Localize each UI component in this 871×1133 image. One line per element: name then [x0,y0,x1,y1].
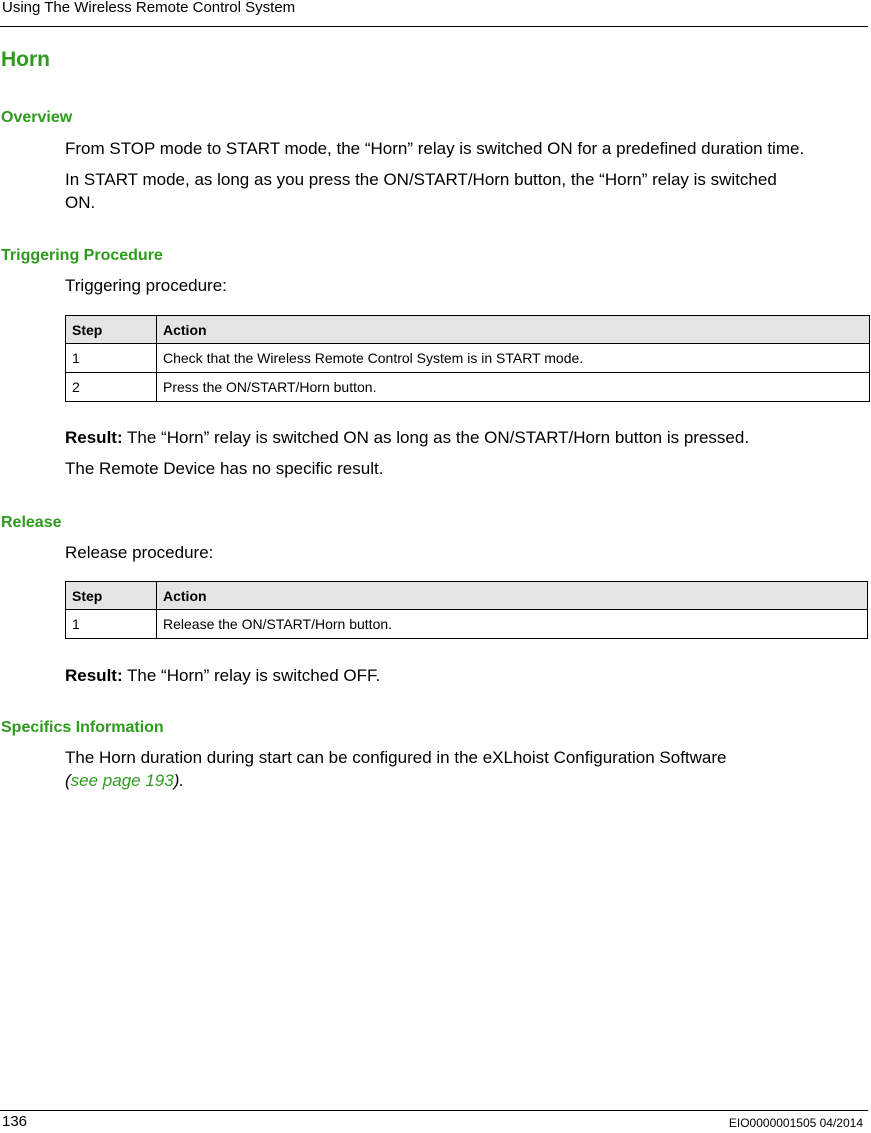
step-number: 1 [66,610,157,639]
remote-device-note: The Remote Device has no specific result. [65,459,384,478]
step-action: Check that the Wireless Remote Control System is in START mode. [157,344,870,373]
table-header-row [66,316,870,344]
specifics-heading: Specifics Information [1,719,164,736]
overview-paragraph-2-line-2: ON. [65,193,96,212]
column-header-action: Action [157,582,868,610]
step-number: 1 [66,344,157,373]
release-result [65,664,871,687]
footer-rule [0,1110,868,1111]
column-header-action: Action [157,316,870,344]
release-steps-table [65,581,868,639]
running-header-title: Using The Wireless Remote Control System [2,0,296,16]
running-header [0,0,868,27]
document-reference: EIO0000001505 04/2014 [728,1116,863,1130]
page-number: 136 [2,1113,28,1130]
step-number: 2 [66,373,157,402]
triggering-heading: Triggering Procedure [1,247,163,264]
table-row [66,610,868,639]
specifics-paragraph [65,746,871,792]
table-row [66,344,870,373]
column-header-step: Step [66,582,157,610]
result-label: Result: [65,666,123,685]
paren-close: ). [173,771,185,790]
column-header-step: Step [66,316,157,344]
triggering-steps-table [65,315,870,402]
result-text: The “Horn” relay is switched OFF. [122,666,381,685]
overview-paragraph-1: From STOP mode to START mode, the “Horn” relay is switched ON for a predefined duration time. [65,139,805,158]
see-page-link[interactable]: see page 193 [70,771,174,790]
table-row [66,373,870,402]
result-label: Result: [65,428,123,447]
result-text: The “Horn” relay is switched ON as long as the ON/START/Horn button is pressed. [122,428,750,447]
step-action: Release the ON/START/Horn button. [157,610,868,639]
specifics-text: The Horn duration during start can be configured in the eXLhoist Configuration Software [65,748,727,767]
table-header-row [66,582,868,610]
overview-paragraph-2-line-1: In START mode, as long as you press the ON/START/Horn button, the “Horn” relay is switched [65,170,777,189]
release-heading: Release [1,514,62,531]
release-intro: Release procedure: [65,543,214,562]
paren-open: ( [65,771,71,790]
step-action: Press the ON/START/Horn button. [157,373,870,402]
overview-paragraph-2 [65,168,871,214]
page-title: Horn [1,48,50,71]
triggering-intro: Triggering procedure: [65,276,227,295]
triggering-result [65,426,871,449]
overview-heading: Overview [1,109,73,126]
